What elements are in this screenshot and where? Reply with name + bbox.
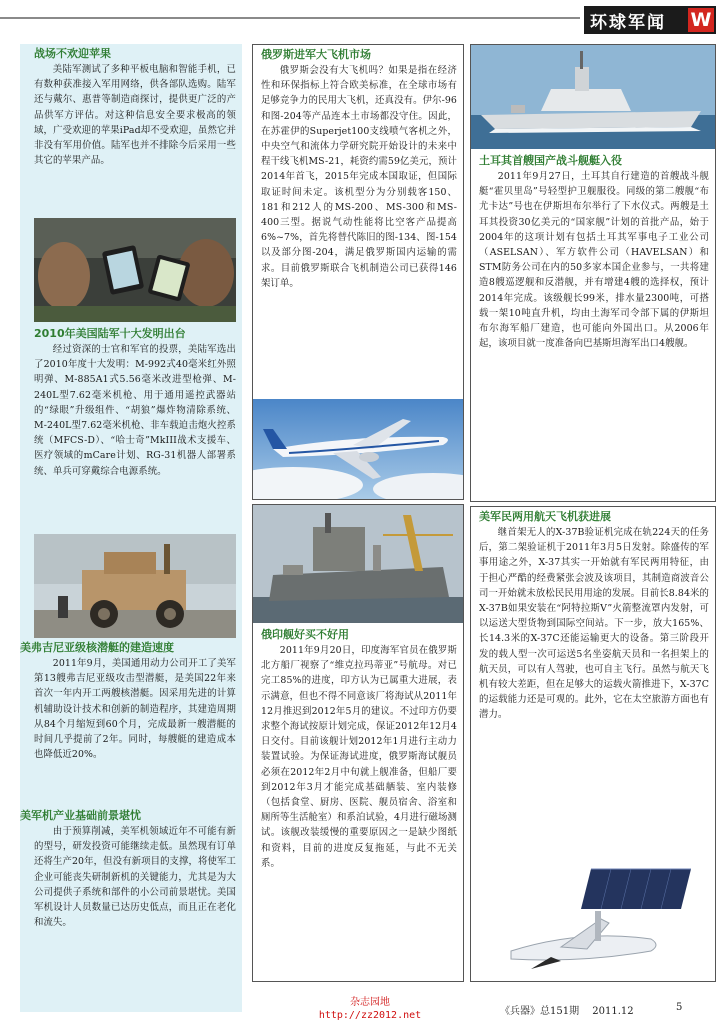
article-title: 俄印舰好买不好用 (261, 628, 349, 641)
article-apple (34, 46, 236, 168)
footer-issue-date: 2011.12 (592, 1006, 634, 1017)
article-x37-spaceplane (470, 506, 716, 982)
photo-military-vehicle (34, 534, 236, 638)
footer-site-url[interactable]: http://zz2012.net (318, 1010, 422, 1021)
photo-x37-in-orbit (491, 859, 711, 975)
article-body: 俄罗斯会没有大飞机吗？如果是指在经济性和环保指标上符合欧美标准，在全球市场有足够竞争力的民用大飞机，还真没有。伊尔-96和图-204等产品连本土市场都没守住。因此，在苏霍伊的Superjet100支线喷气客机之外，中央空气和流体力学研究院开始设计的未来中程干线飞机MS-21，耗资约需59亿美元，预计2014年首飞，2015年完成本国取证，但国际取证时间未定。该机型分为分别载客150、181和212人的MS-200、MS-300和MS-400三型。据说气动性能将比空客产品提高6%~7%，首先将替代陈旧的图-134、图-154以及部分图-204，满足俄罗斯国内运输的需求。目前俄罗斯联合飞机制造公司已获得146架订单。 (261, 65, 457, 289)
article-title: 战场不欢迎苹果 (34, 47, 111, 60)
article-body: 继首架无人的X-37B验证机完成在轨224天的任务后，第二架验证机于2011年3月5日发射。除盛传的军事用途之外，X-37其实一开始就有军民两用特征，由于担心严酷的经费紧张会波及该项目，其制造商波音公司一开始就未放松民民用用途的发展。目前长8.84米的X-37B如果安装在“阿特拉斯V”火箭整流罩内发射，可以运送大型货物到国际空间站。下一步，放大165%、长14.3米的X-37C还能运输更大的设备。第三阶段开发的载人型一次可运送5名坐姿航天员和一名担架上的航天员，可以有人驾驶，也可自主飞行。虽然与航天飞机有较大差距，但在足够大的运载火箭推进下，X-37C的运载能力还是可观的。此外，它在太空旅游方面也有潜力。 (479, 527, 709, 721)
column-left (20, 44, 242, 1012)
article-title: 美军民两用航天飞机获进展 (479, 510, 611, 523)
article-russia-airliner (252, 44, 464, 500)
masthead (584, 6, 716, 34)
article-india-carrier (252, 504, 464, 982)
photo-soldiers-tablets (34, 218, 236, 322)
article-aircraft-industry (20, 808, 236, 930)
article-body: 2011年9月27日，土耳其自行建造的首艘战斗舰艇“霍贝里岛”号轻型护卫舰服役。同级的第二艘舰“布尤卡达”号也在伊斯坦布尔举行了下水仪式。两艘是土耳其投资30亿美元的“国家舰”计划的首批产品，始于2004年的这项计划有包括土耳其军事电子工业公司（ASELSAN）、军方软件公司（HAVELSAN）和STM防务公司在内的50多家本国企业参与，一共将建造8艘巡逻舰和反潜舰，并有增建4艘的选择权，预计2014年完成。该级舰长99米，排水量2300吨，可搭载一架10吨直升机，均由土海军司令部下属的伊斯坦布尔海军船厂建造，也可能向外国出口。从2006年起，该项目就一度准备向巴基斯坦海军出口4艘舰。 (479, 171, 709, 350)
article-body: 2011年9月，美国通用动力公司开工了美军第13艘弗吉尼亚级攻击型潜艇，是美国22年来首次一年内开工两艘核潜艇。因采用先进的计算机辅助设计技术和创新的制造程序，其建造周期从84个月缩短到60个月，完成最新一艘潜艇的时间几乎提前了2年。同时，每艘艇的建造成本也降低近20%。 (34, 658, 236, 761)
header-rule (0, 17, 580, 19)
article-title: 2010年美国陆军十大发明出台 (34, 327, 186, 340)
photo-aircraft-carrier (253, 505, 463, 623)
article-body: 经过资深的士官和军官的投票，美陆军选出了2010年度十大发明：M-992式40毫米红外照明弹、M-885A1式5.56毫米改进型枪弹、M-240L型7.62毫米机枪、用于通用遥控武器站的“绿眼”升级组件、“胡狼”爆炸物清除系统、M-240L型7.62毫米机枪、非车载迫击炮火控系统（MFCS-D）、“哈士奇”MkIII战术支援车、医疗领域的mCare计划、RG-31机器人部署系统、单兵可穿戴综合电源系统。 (34, 344, 236, 477)
article-body: 由于预算削减，美军机领域近年不可能有新的型号，研发投资可能继续走低。虽然现有订单还将生产20年，但没有新项目的支撑，将使军工企业可能丧失研制新机的关键能力，尤其是为大公司提供子系统和部件的小公司前景堪忧。美国军机设计人员数量已达历史低点，而且正在老化和流失。 (34, 826, 236, 929)
footer-issue-name: 《兵器》总151期 (500, 1006, 580, 1017)
article-turkey-warship (470, 44, 716, 502)
article-virginia-submarine (20, 640, 236, 762)
article-title: 土耳其首艘国产战斗舰艇入役 (479, 154, 622, 167)
article-title: 美军机产业基础前景堪忧 (20, 809, 141, 822)
article-title: 俄罗斯进军大飞机市场 (261, 48, 371, 61)
article-body: 美陆军测试了多种平板电脑和智能手机，已有数种获准接入军用网络，供各部队选购。陆军还与戴尔、惠普等制造商探讨，提供更广泛的产品供军方评估。对这种信息安全要求极高的领域，广受欢迎的苹果iPad却不受欢迎，虽然它并非没有军用价值。陆军也并不排除今后采用一些其它的苹果产品。 (34, 64, 236, 167)
masthead-w-logo: W (688, 8, 714, 32)
article-top-inventions (34, 326, 236, 479)
footer-site-name: 杂志园地 (350, 997, 390, 1008)
article-body: 2011年9月20日，印度海军官员在俄罗斯北方船厂视察了“维克拉玛蒂亚”号航母。对已完工85%的进度，印方认为已属重大进展，表示满意，但也不得不同意该厂将海试从2011年12月推迟到2012年5月的建议。不过印方仍要求整个海试按原计划完成，保证2012年12月4日交付。目前该舰计划2012年1月进行主动力装置试验。为保证海试进度，俄罗斯海试舰员必须在2012年2月中旬就上舰准备，但船厂要到2012年3月才能完成基础舾装、室内装修（包括食堂、厨房、医院、舰员宿舍、浴室和厕所等生活舱室）和系泊试验，4月进行磁场测试。该舰改装缓慢的重要原因之一是缺少图纸和资料，目前的进度反复拖延，与此不无关系。 (261, 645, 457, 869)
page-number: 5 (676, 1002, 683, 1013)
photo-ms21-airliner (253, 399, 463, 499)
footer-site (300, 996, 440, 1022)
photo-turkish-corvette (471, 45, 715, 149)
masthead-title: 环球军闻 (590, 12, 666, 33)
article-title: 美弗吉尼亚级核潜艇的建造速度 (20, 641, 174, 654)
footer-issue (500, 1002, 710, 1017)
